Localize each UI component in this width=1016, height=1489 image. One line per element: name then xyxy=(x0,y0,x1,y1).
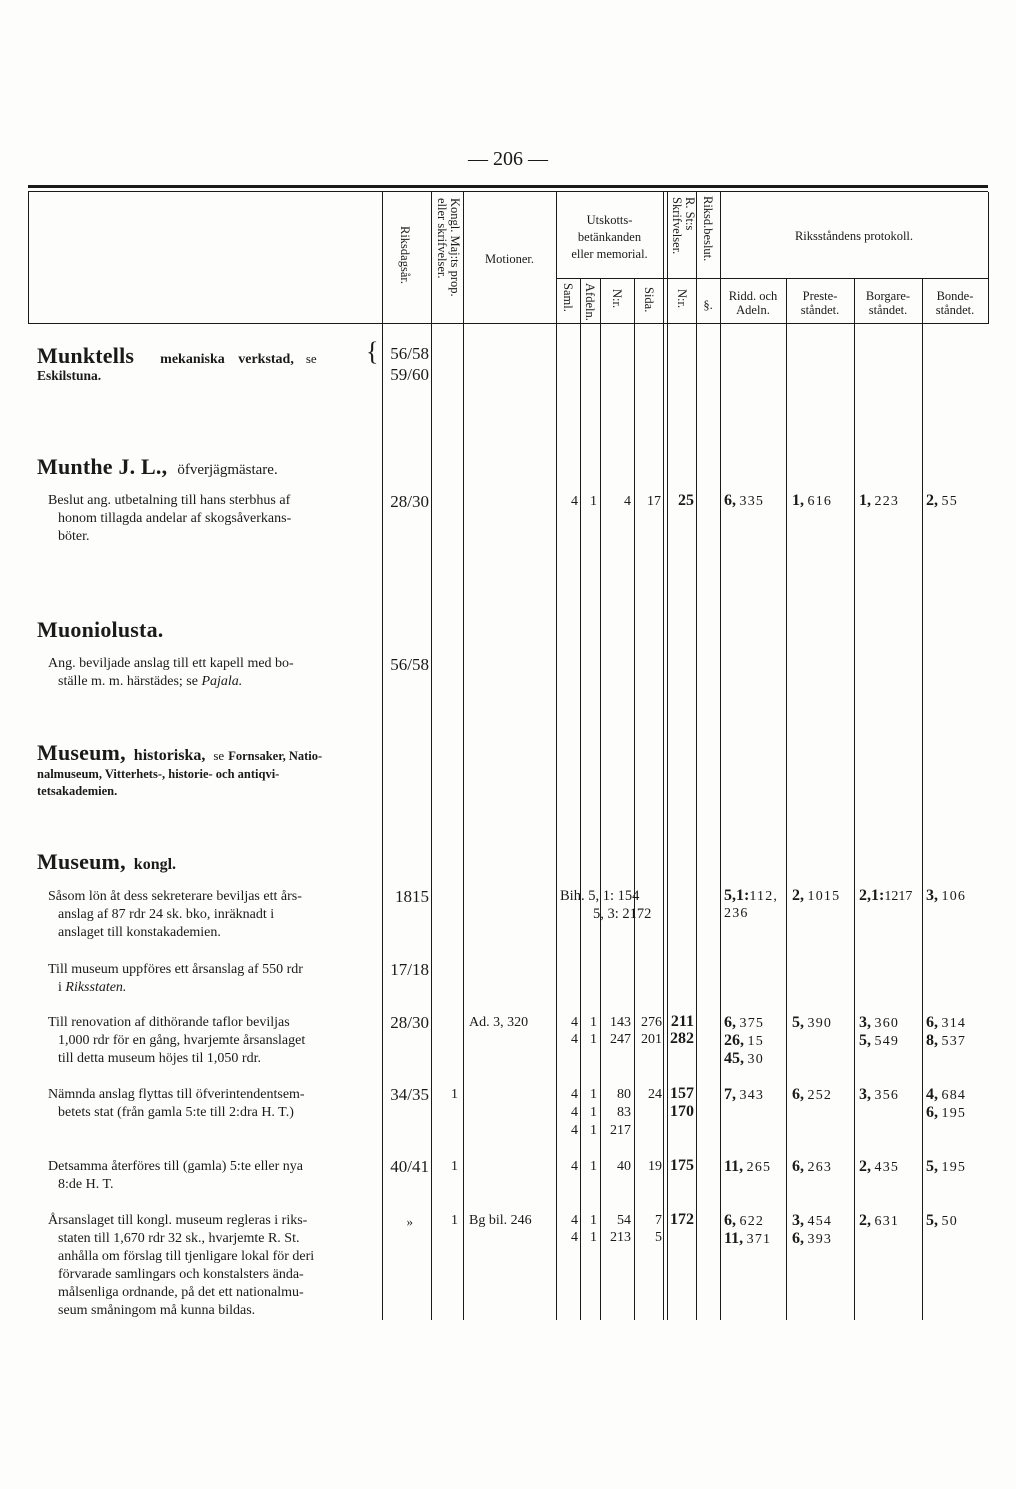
header-paragraph: §. xyxy=(703,298,713,312)
cell-saml: 4 xyxy=(571,1213,578,1228)
header-riksdagsar: Riksdagsår. xyxy=(398,226,412,284)
year: 56/58 xyxy=(390,655,429,674)
col-rule xyxy=(667,192,668,1320)
cell-afdeln: 1 xyxy=(590,1015,597,1030)
header-afdeln: Afdeln. xyxy=(583,283,597,321)
col-rule xyxy=(988,192,989,324)
subheader-rule xyxy=(556,278,666,279)
cell-rst-nr: 172 xyxy=(670,1211,694,1228)
cell-nr: 40 xyxy=(617,1159,631,1174)
cell-preste: 6, 252 xyxy=(792,1086,833,1103)
cell-rst-nr: 282 xyxy=(670,1030,694,1047)
cell-nr: 217 xyxy=(610,1123,631,1138)
cell-preste: 5, 390 xyxy=(792,1014,833,1031)
cell-borgare: 1, 223 xyxy=(859,492,900,509)
header-nr: N:r. xyxy=(610,289,624,309)
year: 59/60 xyxy=(390,365,429,384)
year: 17/18 xyxy=(390,960,429,979)
cell-nr: 143 xyxy=(610,1015,631,1030)
cell-bonde: 3, 106 xyxy=(926,887,967,904)
cell-ridd: 5,1:112, xyxy=(724,887,779,904)
col-rule xyxy=(786,279,787,1320)
subheader-rule-2 xyxy=(666,278,720,279)
header-utskotts: Utskotts- betänkanden eller memorial. xyxy=(571,213,648,261)
cell-nr: 83 xyxy=(617,1105,631,1120)
cell-rst-nr: 170 xyxy=(670,1103,694,1120)
cell-kongl: 1 xyxy=(451,1159,458,1174)
cell-rst-nr: 25 xyxy=(678,492,694,509)
header-nr-2: N:r. xyxy=(675,289,689,309)
cell-saml: 4 xyxy=(571,1087,578,1102)
cell-afdeln: 1 xyxy=(590,1213,597,1228)
cell-borgare: 2, 435 xyxy=(859,1158,900,1175)
page-number: — 206 — xyxy=(468,148,548,170)
cell-rst-nr: 175 xyxy=(670,1157,694,1174)
cell-bonde: 5, 195 xyxy=(926,1158,967,1175)
year: 1815 xyxy=(395,887,429,906)
year: 40/41 xyxy=(390,1157,429,1176)
cell-borgare: 3, 360 xyxy=(859,1014,900,1031)
entry-description: Ang. beviljade anslag till ett kapell med bo- ställe m. m. härstädes; se Pajala. xyxy=(48,656,294,689)
entry-description: Till museum uppföres ett årsanslag af 550 rdr i Riksstaten. xyxy=(48,962,303,995)
col-rule xyxy=(922,279,923,1320)
cell-sida: 201 xyxy=(641,1032,662,1047)
cell-afdeln: 1 xyxy=(590,1105,597,1120)
col-rule xyxy=(431,192,432,1320)
year: » xyxy=(406,1214,413,1229)
cell-preste: 6, 263 xyxy=(792,1158,833,1175)
entry-munktells: Munktells mekaniska verkstad, se xyxy=(37,343,317,368)
cell-afdeln: 1 xyxy=(590,494,597,509)
cell-ridd: 11, 371 xyxy=(724,1230,772,1247)
cell-afdeln: 1 xyxy=(590,1032,597,1047)
cell-borgare: 3, 356 xyxy=(859,1086,900,1103)
cell-bonde: 8, 537 xyxy=(926,1032,967,1049)
cell-bonde: 6, 195 xyxy=(926,1104,967,1121)
cell-sida: 24 xyxy=(648,1087,662,1102)
header-protokoll: Riksståndens protokoll. xyxy=(794,229,914,243)
cell-borgare: 2, 631 xyxy=(859,1212,900,1229)
header-motioner: Motioner. xyxy=(485,252,534,266)
year: 28/30 xyxy=(390,1013,429,1032)
entry-description: Årsanslaget till kongl. museum regleras i riks- staten till 1,670 rdr 32 sk., hvarjemte R. St. anhålla om förslag till tjenligare lokal för deri förvarade samlingars och konstalsters ända- målsenliga ordnande, på det ett nationalmu- seum småningom må kunna bildas. xyxy=(48,1213,315,1318)
cell-nr: 247 xyxy=(610,1032,631,1047)
cell-ridd: 45, 30 xyxy=(724,1050,764,1067)
cell-preste: 6, 393 xyxy=(792,1230,833,1247)
header-ridd: Ridd. och Adeln. xyxy=(728,289,778,317)
cell-saml: 4 xyxy=(571,1230,578,1245)
cell-sida: 17 xyxy=(647,494,661,509)
entry-description: Såsom lön åt dess sekreterare beviljas ett års- anslag af 87 rdr 24 sk. bko, inräknadt i anslaget till konstakademien. xyxy=(48,889,302,940)
cell-bihang: Bih. 5, 1: 154 xyxy=(560,888,640,904)
cell-ridd: 26, 15 xyxy=(724,1032,764,1049)
cell-saml: 4 xyxy=(571,1015,578,1030)
entry-munktells-sub: Eskilstuna. xyxy=(37,368,102,383)
header-saml: Saml. xyxy=(561,283,575,312)
cell-sida: 7 xyxy=(655,1213,662,1228)
cell-nr: 80 xyxy=(617,1087,631,1102)
cell-ridd: 6, 335 xyxy=(724,492,765,509)
cell-ridd: 6, 622 xyxy=(724,1212,765,1229)
header-borgare: Borgare- ståndet. xyxy=(865,289,911,317)
cell-ridd: 6, 375 xyxy=(724,1014,765,1031)
entry-description: Nämnda anslag flyttas till öfverintendentsem- betets stat (från gamla 5:te till 2:dra H. T.) xyxy=(48,1087,305,1120)
cell-motion: Ad. 3, 320 xyxy=(469,1015,529,1030)
cell-saml: 4 xyxy=(571,1105,578,1120)
entry-munthe: Munthe J. L., öfverjägmästare. xyxy=(37,454,278,479)
cell-bihang: 5, 3: 2172 xyxy=(593,906,652,922)
cell-borgare: 2,1:1217 xyxy=(859,887,913,904)
cell-afdeln: 1 xyxy=(590,1123,597,1138)
cell-rst-nr: 157 xyxy=(670,1085,694,1102)
brace: { xyxy=(366,337,379,366)
cell-nr: 4 xyxy=(624,494,631,509)
header-kongl: Kongl. Maj:ts prop. eller skrifvelser. xyxy=(435,198,462,297)
entry-museum-historiska-line: nalmuseum, Vitterhets-, historie- och antiqvi- xyxy=(37,767,280,781)
year: 34/35 xyxy=(390,1085,429,1104)
header-bottom-rule xyxy=(382,323,988,324)
col-rule xyxy=(696,192,697,1320)
col-rule xyxy=(28,192,29,324)
entry-description: Till renovation af dithörande taflor beviljas 1,000 rdr för en gång, hvarjemte årsanslaget till detta museum höjes til 1,050 rdr. xyxy=(48,1015,306,1066)
header-bonde: Bonde- ståndet. xyxy=(935,289,975,317)
cell-preste: 1, 616 xyxy=(792,492,833,509)
cell-preste: 3, 454 xyxy=(792,1212,833,1229)
cell-bonde: 4, 684 xyxy=(926,1086,967,1103)
col-rule xyxy=(556,192,557,1320)
cell-kongl: 1 xyxy=(451,1087,458,1102)
cell-kongl: 1 xyxy=(451,1213,458,1228)
cell-borgare: 5, 549 xyxy=(859,1032,900,1049)
cell-nr: 54 xyxy=(617,1213,631,1228)
col-rule xyxy=(663,192,664,1320)
cell-bonde: 2, 55 xyxy=(926,492,958,509)
cell-bonde: 5, 50 xyxy=(926,1212,958,1229)
header-sida: Sida. xyxy=(642,287,656,313)
cell-afdeln: 1 xyxy=(590,1087,597,1102)
header-preste: Preste- ståndet. xyxy=(800,289,840,317)
col-rule xyxy=(854,279,855,1320)
cell-nr: 213 xyxy=(610,1230,631,1245)
cell-preste: 2, 1015 xyxy=(792,887,841,904)
entry-museum-kongl: Museum, kongl. xyxy=(37,849,177,874)
top-rule-thin xyxy=(28,191,988,192)
entry-museum-historiska-line: tetsakademien. xyxy=(37,784,118,798)
cell-saml: 4 xyxy=(571,1032,578,1047)
cell-ridd: 7, 343 xyxy=(724,1086,765,1103)
cell-afdeln: 1 xyxy=(590,1159,597,1174)
cell-ridd: 236 xyxy=(724,906,749,921)
cell-saml: 4 xyxy=(571,1159,578,1174)
cell-sida: 276 xyxy=(641,1015,662,1030)
cell-saml: 4 xyxy=(571,1123,578,1138)
header-rsts: R. St:s Skrifvelser. xyxy=(670,197,697,255)
cell-motion: Bg bil. 246 xyxy=(469,1213,532,1228)
top-rule-thick xyxy=(28,185,988,188)
cell-rst-nr: 211 xyxy=(670,1013,694,1030)
col-rule xyxy=(720,192,721,1320)
header-riksdbeslut: Riksd.beslut. xyxy=(701,196,715,262)
cell-saml: 4 xyxy=(571,494,578,509)
entry-muoniolusta: Muoniolusta. xyxy=(37,617,164,642)
cell-sida: 19 xyxy=(648,1159,662,1174)
entry-description: Detsamma återföres till (gamla) 5:te eller nya 8:de H. T. xyxy=(48,1159,304,1192)
cell-afdeln: 1 xyxy=(590,1230,597,1245)
entry-museum-historiska: Museum, historiska, se Fornsaker, Natio- xyxy=(37,740,323,765)
cell-bonde: 6, 314 xyxy=(926,1014,967,1031)
cell-ridd: 11, 265 xyxy=(724,1158,772,1175)
year: 28/30 xyxy=(390,492,429,511)
year: 56/58 xyxy=(390,344,429,363)
col-rule xyxy=(463,192,464,1320)
header-bottom-rule-left xyxy=(28,323,382,324)
entry-description: Beslut ang. utbetalning till hans sterbhus af honom tillagda andelar af skogsåverkans- böter. xyxy=(48,493,292,544)
cell-sida: 5 xyxy=(655,1230,662,1245)
